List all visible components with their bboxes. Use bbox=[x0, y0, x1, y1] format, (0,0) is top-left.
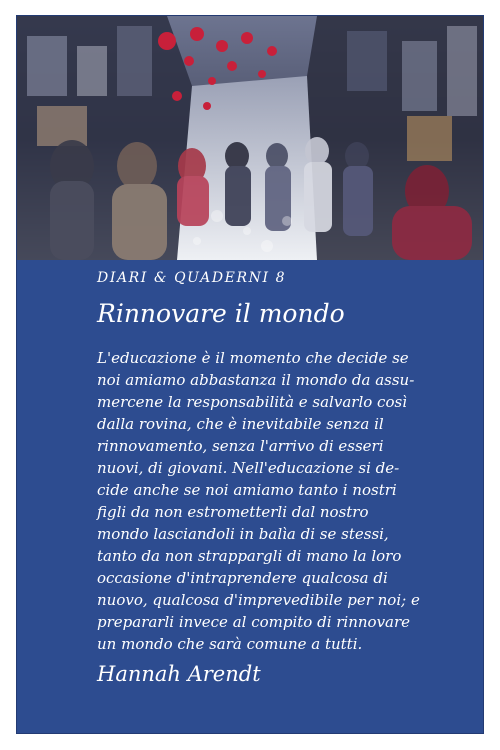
quote-line: rinnovamento, senza l'arrivo di esseri bbox=[97, 437, 384, 455]
book-cover bbox=[16, 15, 484, 734]
quote-text bbox=[97, 347, 469, 655]
cover-illustration bbox=[17, 16, 484, 260]
quote-line: cide anche se noi amiamo tanto i nostri bbox=[97, 481, 397, 499]
quote-line: tanto da non strappargli di mano la loro bbox=[97, 547, 402, 565]
quote-line: occasione d'intraprendere qualcosa di bbox=[97, 569, 388, 587]
series-label: DIARI & QUADERNI 8 bbox=[97, 270, 287, 286]
quote-line: nuovo, qualcosa d'imprevedibile per noi; e bbox=[97, 591, 420, 609]
quote-line: figli da non estrometterli dal nostro bbox=[97, 503, 369, 521]
quote-line: mondo lasciandoli in balìa di se stessi, bbox=[97, 525, 389, 543]
author-name: Hannah Arendt bbox=[97, 662, 261, 686]
quote-line: nuovi, di giovani. Nell'educazione si de- bbox=[97, 459, 400, 477]
quote-line: L'educazione è il momento che decide se bbox=[97, 349, 409, 367]
quote-line: prepararli invece al compito di rinnovare bbox=[97, 613, 411, 631]
quote-line: dalla rovina, che è inevitabile senza il bbox=[97, 415, 384, 433]
quote-line: un mondo che sarà comune a tutti. bbox=[97, 635, 363, 653]
book-title: Rinnovare il mondo bbox=[97, 299, 345, 328]
quote-line: mercene la responsabilità e salvarlo così bbox=[97, 393, 407, 411]
quote-line: noi amiamo abbastanza il mondo da assu- bbox=[97, 371, 415, 389]
